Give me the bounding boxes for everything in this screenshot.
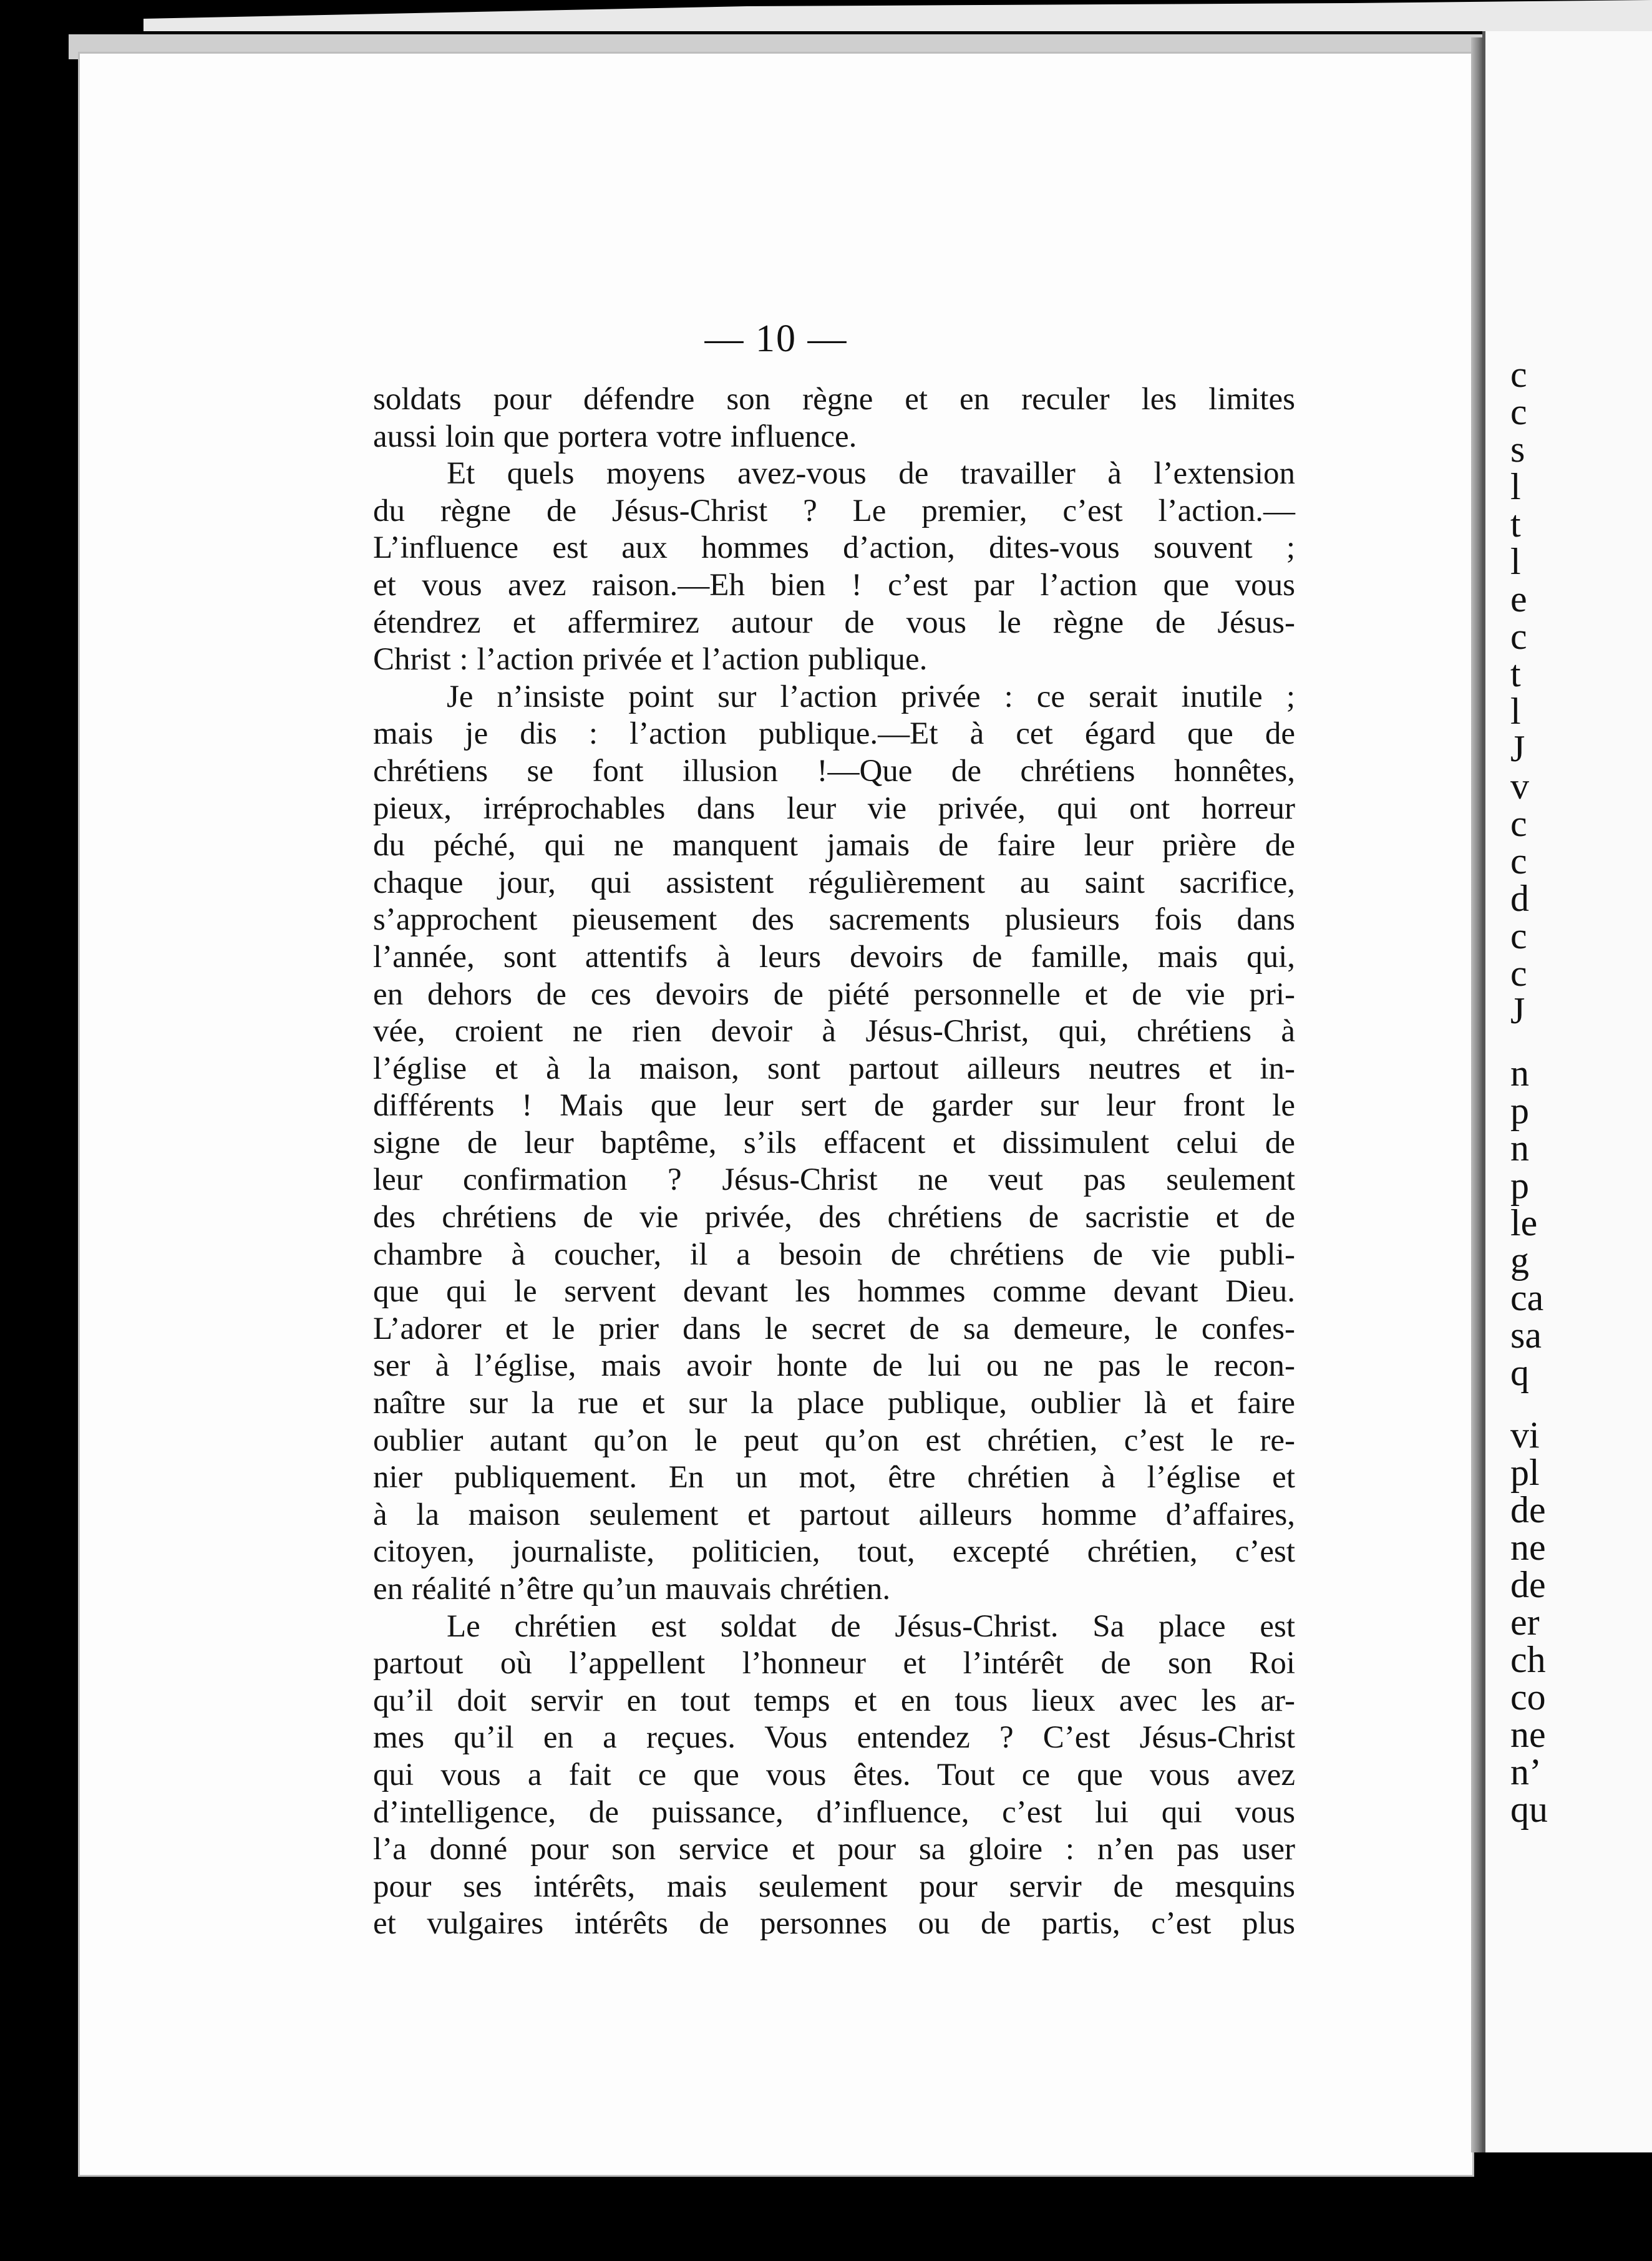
text-line: Et quels moyens avez-vous de travailler à l’extension	[447, 456, 1295, 492]
text-line: mes qu’il en a reçues. Vous entendez ? C’est Jésus-Christ	[373, 1720, 1295, 1756]
text-line: du péché, qui ne manquent jamais de faire leur prière de	[373, 828, 1295, 863]
facing-text-fragment: l	[1510, 691, 1521, 732]
text-line: des chrétiens de vie privée, des chrétiens de sacristie et de	[373, 1200, 1295, 1235]
facing-text-fragment: le	[1510, 1202, 1538, 1243]
book-page	[80, 54, 1472, 2175]
facing-text-fragment: g	[1510, 1240, 1529, 1281]
facing-text-fragment: v	[1510, 766, 1529, 807]
facing-text-fragment: co	[1510, 1676, 1546, 1718]
text-line: L’adorer et le prier dans le secret de sa demeure, le confes-	[373, 1311, 1295, 1346]
facing-text-fragment: ne	[1510, 1527, 1546, 1568]
text-line: naître sur la rue et sur la place publique, oublier là et faire	[373, 1386, 1295, 1421]
text-line: qu’il doit servir en tout temps et en tous lieux avec les ar-	[373, 1683, 1295, 1718]
text-line: Le chrétien est soldat de Jésus-Christ. Sa place est	[447, 1608, 1295, 1644]
facing-text-fragment: ca	[1510, 1277, 1544, 1318]
text-line: à la maison seulement et partout ailleurs homme d’affaires,	[373, 1497, 1295, 1532]
facing-text-fragment: q	[1510, 1352, 1529, 1393]
facing-text-fragment: p	[1510, 1165, 1529, 1206]
text-line: chrétiens se font illusion !—Que de chrétiens honnêtes,	[373, 753, 1295, 789]
text-line: et vous avez raison.—Eh bien ! c’est par l’action que vous	[373, 567, 1295, 603]
text-line: étendrez et affermirez autour de vous le règne de Jésus-	[373, 605, 1295, 640]
text-line: pieux, irréprochables dans leur vie privée, qui ont horreur	[373, 790, 1295, 826]
facing-text-fragment: t	[1510, 503, 1521, 545]
text-line: vée, croient ne rien devoir à Jésus-Christ, qui, chrétiens à	[373, 1014, 1295, 1049]
text-line: mais je dis : l’action publique.—Et à cet égard que de	[373, 716, 1295, 752]
facing-page	[1482, 31, 1652, 2152]
facing-text-fragment: sa	[1510, 1315, 1542, 1356]
facing-text-fragment: J	[1510, 728, 1525, 769]
text-line: partout où l’appellent l’honneur et l’intérêt de son Roi	[373, 1646, 1295, 1681]
facing-text-fragment: ne	[1510, 1714, 1546, 1755]
text-line: chaque jour, qui assistent régulièrement au saint sacrifice,	[373, 865, 1295, 900]
text-line: Je n’insiste point sur l’action privée : ce serait inutile ;	[447, 679, 1295, 714]
facing-text-fragment: c	[1510, 354, 1527, 395]
torn-paper-edge	[143, 0, 1652, 31]
facing-text-fragment: c	[1510, 616, 1527, 657]
text-line: pour ses intérêts, mais seulement pour servir de mesquins	[373, 1869, 1295, 1904]
text-line: L’influence est aux hommes d’action, dites-vous souvent ;	[373, 530, 1295, 566]
facing-text-fragment: c	[1510, 840, 1527, 882]
facing-text-fragment: s	[1510, 429, 1525, 470]
facing-text-fragment: J	[1510, 990, 1525, 1031]
text-line: Christ : l’action privée et l’action publique.	[373, 642, 928, 678]
text-line: qui vous a fait ce que vous êtes. Tout ce que vous avez	[373, 1757, 1295, 1792]
text-line: que qui le servent devant les hommes comme devant Dieu.	[373, 1274, 1295, 1310]
text-line: citoyen, journaliste, politicien, tout, excepté chrétien, c’est	[373, 1534, 1295, 1570]
facing-text-fragment: ch	[1510, 1639, 1546, 1680]
facing-text-fragment: p	[1510, 1090, 1529, 1131]
text-line: soldats pour défendre son règne et en reculer les limites	[373, 382, 1295, 417]
facing-text-fragment: pl	[1510, 1452, 1540, 1493]
facing-text-fragment: er	[1510, 1602, 1540, 1643]
facing-text-fragment: c	[1510, 391, 1527, 432]
facing-text-fragment: n	[1510, 1053, 1529, 1094]
text-line: l’a donné pour son service et pour sa gloire : n’en pas user	[373, 1832, 1295, 1867]
facing-text-fragment: e	[1510, 578, 1527, 620]
facing-text-fragment: d	[1510, 878, 1529, 919]
facing-text-fragment: vi	[1510, 1414, 1540, 1456]
text-line: ser à l’église, mais avoir honte de lui ou ne pas le recon-	[373, 1348, 1295, 1384]
text-line: en réalité n’être qu’un mauvais chrétien.	[373, 1572, 891, 1607]
facing-text-fragment: n’	[1510, 1751, 1542, 1792]
facing-text-fragment: c	[1510, 915, 1527, 956]
text-line: signe de leur baptême, s’ils effacent et dissimulent celui de	[373, 1125, 1295, 1160]
facing-text-fragment: c	[1510, 953, 1527, 994]
text-line: et vulgaires intérêts de personnes ou de partis, c’est plus	[373, 1906, 1295, 1942]
text-line: s’approchent pieusement des sacrements plusieurs fois dans	[373, 902, 1295, 938]
facing-text-fragment: qu	[1510, 1789, 1548, 1830]
text-line: l’année, sont attentifs à leurs devoirs de famille, mais qui,	[373, 939, 1295, 975]
text-line: aussi loin que portera votre influence.	[373, 419, 857, 454]
facing-text-fragment: c	[1510, 803, 1527, 844]
facing-text-fragment: t	[1510, 653, 1521, 694]
page-body-text	[373, 381, 1295, 1943]
text-line: oublier autant qu’on le peut qu’on est chrétien, c’est le re-	[373, 1422, 1295, 1458]
facing-text-fragment: l	[1510, 541, 1521, 582]
facing-text-fragment: de	[1510, 1489, 1546, 1530]
text-line: chambre à coucher, il a besoin de chrétiens de vie publi-	[373, 1237, 1295, 1272]
text-line: nier publiquement. En un mot, être chrétien à l’église et	[373, 1460, 1295, 1495]
text-line: leur confirmation ? Jésus-Christ ne veut pas seulement	[373, 1162, 1295, 1198]
text-line: d’intelligence, de puissance, d’influence, c’est lui qui vous	[373, 1794, 1295, 1830]
page-number: — 10 —	[704, 318, 848, 360]
text-line: l’église et à la maison, sont partout ailleurs neutres et in-	[373, 1051, 1295, 1086]
facing-text-fragment: n	[1510, 1127, 1529, 1169]
facing-text-fragment: de	[1510, 1564, 1546, 1605]
text-line: en dehors de ces devoirs de piété personnelle et de vie pri-	[373, 976, 1295, 1012]
facing-text-fragment: l	[1510, 466, 1521, 507]
text-line: du règne de Jésus-Christ ? Le premier, c’est l’action.—	[373, 493, 1295, 528]
text-line: différents ! Mais que leur sert de garder sur leur front le	[373, 1088, 1295, 1124]
